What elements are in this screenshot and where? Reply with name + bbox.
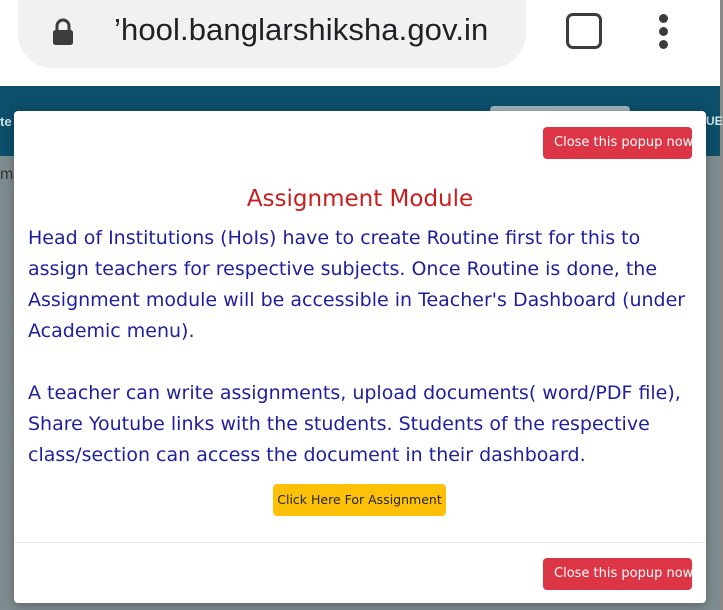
close-popup-button-bottom[interactable]: Close this popup now. (543, 558, 692, 590)
browser-toolbar (0, 0, 720, 86)
modal-body (28, 223, 700, 471)
close-popup-button-top[interactable]: Close this popup now. (543, 127, 692, 159)
assignment-modal (14, 111, 706, 603)
header-text-peek-right: UE (706, 114, 723, 128)
modal-paragraph-1: Head of Institutions (HoIs) have to create Routine first for this to assign teachers for respective subjects. Once Routine is done, the Assignment module will be accessible in Teacher's Dashboard (under Academic menu). (28, 227, 686, 342)
page-text-peek-left: m (0, 166, 14, 183)
address-bar[interactable] (18, 0, 526, 68)
tabs-icon[interactable] (566, 13, 602, 49)
lock-icon (52, 18, 74, 46)
modal-footer-divider (14, 542, 706, 543)
assignment-button[interactable]: Click Here For Assignment (273, 484, 446, 516)
url-text[interactable]: ’hool.banglarshiksha.gov.in (114, 12, 489, 47)
header-text-peek-left: te (0, 114, 12, 129)
modal-title: Assignment Module (246, 186, 474, 212)
more-vert-icon[interactable] (652, 12, 676, 52)
modal-paragraph-2: A teacher can write assignments, upload documents( word/PDF file), Share Youtube links with the students. Students of the respective class/section can access the document in their dashboard. (28, 382, 681, 466)
